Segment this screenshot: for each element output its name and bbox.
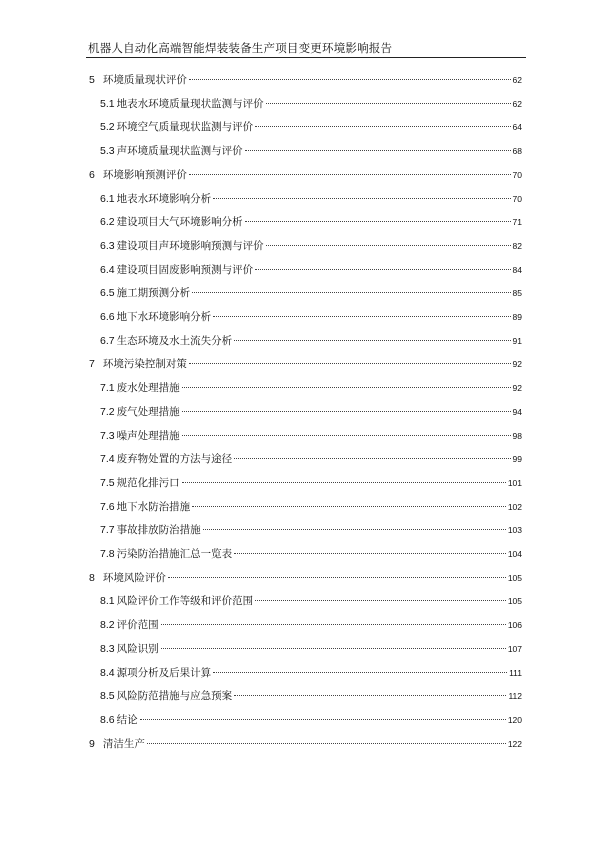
toc-dot-leader — [213, 316, 510, 317]
toc-entry-number: 8 — [89, 571, 95, 584]
toc-entry-title: 环境空气质量现状监测与评价 — [116, 121, 254, 134]
toc-entry-number: 6.2 — [100, 216, 115, 229]
toc-entry-page: 101 — [507, 477, 522, 488]
toc-entry-title: 施工期预测分析 — [116, 287, 191, 300]
toc-dot-leader — [266, 245, 511, 246]
toc-entry-page: 84 — [512, 264, 522, 275]
toc-entry[interactable] — [100, 429, 522, 443]
toc-entry-number: 5.3 — [100, 145, 115, 158]
toc-entry-page: 62 — [512, 98, 522, 109]
toc-dot-leader — [147, 743, 506, 744]
toc-entry-number: 6.6 — [100, 311, 115, 323]
toc-entry[interactable] — [100, 642, 522, 656]
toc-dot-leader — [255, 600, 506, 601]
toc-entry[interactable] — [100, 618, 522, 632]
toc-entry-number: 8.6 — [100, 713, 115, 726]
toc-dot-leader — [234, 458, 510, 459]
toc-entry[interactable] — [100, 263, 522, 277]
toc-entry-title: 风险评价工作等级和评价范围 — [116, 595, 254, 608]
toc-entry-page: 120 — [507, 714, 522, 725]
toc-entry-title: 环境质量现状评价 — [102, 74, 187, 86]
toc-entry-page: 64 — [512, 122, 522, 133]
toc-entry-number: 8.3 — [100, 642, 115, 655]
toc-entry-title: 源项分析及后果计算 — [116, 666, 212, 679]
toc-entry-number: 6.4 — [100, 263, 115, 276]
toc-dot-leader — [245, 150, 511, 151]
toc-entry-number: 7.2 — [100, 405, 115, 418]
toc-entry-number: 8.1 — [100, 595, 115, 608]
toc-entry[interactable] — [100, 192, 522, 206]
toc-entry-title: 废弃物处置的方法与途径 — [116, 453, 233, 466]
toc-entry[interactable] — [100, 286, 522, 300]
toc-entry-number: 5.2 — [100, 121, 115, 134]
toc-entry-title: 评价范围 — [116, 619, 159, 632]
toc-entry-title: 结论 — [116, 713, 138, 726]
toc-entry[interactable] — [100, 689, 522, 703]
toc-entry[interactable] — [100, 452, 522, 466]
toc-dot-leader — [140, 719, 506, 720]
toc-entry[interactable] — [89, 357, 522, 371]
toc-entry-number: 8.5 — [100, 690, 115, 703]
toc-entry-page: 94 — [512, 406, 522, 417]
toc-dot-leader — [266, 103, 511, 104]
toc-entry[interactable] — [100, 500, 522, 514]
toc-entry-title: 生态环境及水土流失分析 — [116, 334, 233, 347]
toc-entry-number: 7.7 — [100, 524, 115, 537]
toc-entry-title: 地下水防治措施 — [116, 500, 191, 513]
toc-entry-title: 环境风险评价 — [102, 571, 166, 584]
toc-entry-page: 105 — [507, 572, 522, 583]
toc-entry-page: 112 — [508, 691, 522, 702]
toc-entry[interactable] — [100, 120, 522, 134]
toc-entry[interactable] — [100, 144, 522, 158]
toc-dot-leader — [255, 126, 510, 127]
toc-entry[interactable] — [89, 73, 522, 87]
toc-entry-number: 9 — [89, 737, 95, 750]
toc-entry[interactable] — [89, 737, 522, 751]
toc-entry-number: 6 — [89, 168, 95, 181]
toc-entry[interactable] — [100, 594, 522, 608]
toc-entry-number: 8.4 — [100, 666, 115, 679]
toc-entry-page: 106 — [507, 620, 522, 631]
toc-entry-title: 建设项目大气环境影响分析 — [116, 216, 243, 229]
toc-entry-page: 70 — [512, 193, 522, 204]
toc-entry-title: 废气处理措施 — [116, 405, 180, 418]
toc-entry-title: 建设项目固废影响预测与评价 — [116, 263, 254, 276]
toc-dot-leader — [203, 529, 506, 530]
toc-entry-number: 6.1 — [100, 192, 115, 205]
toc-dot-leader — [192, 292, 510, 293]
toc-entry-page: 102 — [507, 501, 522, 512]
toc-entry[interactable] — [100, 215, 522, 229]
toc-entry-title: 环境污染控制对策 — [102, 358, 187, 371]
toc-dot-leader — [168, 577, 506, 578]
toc-entry[interactable] — [100, 405, 522, 419]
toc-entry[interactable] — [100, 97, 522, 111]
toc-entry-page: 98 — [512, 430, 522, 441]
toc-dot-leader — [189, 79, 511, 80]
toc-entry[interactable] — [100, 476, 522, 490]
toc-entry-page: 104 — [507, 549, 522, 559]
toc-entry-page: 99 — [512, 454, 522, 465]
toc-dot-leader — [245, 221, 511, 222]
toc-entry-number: 7.3 — [100, 429, 115, 442]
toc-entry-title: 事故排放防治措施 — [116, 524, 201, 537]
toc-entry-page: 71 — [512, 217, 522, 228]
toc-dot-leader — [234, 553, 506, 554]
toc-entry-number: 6.7 — [100, 334, 115, 347]
toc-entry-number: 6.5 — [100, 287, 115, 300]
toc-entry[interactable] — [89, 168, 522, 182]
toc-entry[interactable] — [100, 310, 522, 324]
toc-dot-leader — [234, 340, 510, 341]
toc-dot-leader — [255, 269, 510, 270]
toc-dot-leader — [182, 435, 511, 436]
toc-entry-page: 105 — [507, 596, 522, 607]
toc-entry-title: 废水处理措施 — [116, 382, 180, 395]
toc-entry-number: 7.5 — [100, 476, 115, 489]
toc-entry-title: 建设项目声环境影响预测与评价 — [116, 239, 264, 252]
page-header: 机器人自动化高端智能焊装装备生产项目变更环境影响报告 — [88, 41, 393, 55]
toc-entry-title: 地表水环境质量现状监测与评价 — [116, 97, 264, 110]
toc-dot-leader — [189, 363, 511, 364]
toc-dot-leader — [182, 411, 511, 412]
toc-entry[interactable] — [89, 571, 522, 585]
toc-entry-page: 70 — [512, 169, 522, 180]
toc-dot-leader — [213, 672, 507, 673]
toc-entry-title: 环境影响预测评价 — [102, 168, 187, 181]
toc-entry-page: 68 — [512, 146, 522, 157]
toc-entry[interactable] — [100, 547, 522, 561]
toc-entry-page: 62 — [512, 75, 522, 85]
header-rule — [86, 57, 526, 58]
toc-dot-leader — [234, 695, 506, 696]
toc-entry-page: 82 — [512, 240, 522, 251]
toc-entry[interactable] — [100, 713, 522, 727]
toc-entry[interactable] — [100, 666, 522, 680]
toc-entry-page: 122 — [507, 738, 522, 749]
toc-entry-page: 89 — [512, 312, 522, 322]
toc-dot-leader — [182, 482, 506, 483]
toc-entry-number: 6.3 — [100, 239, 115, 252]
toc-entry-number: 7.4 — [100, 453, 115, 466]
toc-dot-leader — [161, 648, 506, 649]
toc-entry-page: 111 — [509, 667, 522, 678]
toc-dot-leader — [192, 506, 506, 507]
toc-entry-title: 地下水环境影响分析 — [116, 311, 212, 323]
toc-entry-page: 85 — [512, 288, 522, 299]
toc-entry-title: 风险防范措施与应急预案 — [116, 690, 233, 703]
toc-entry-number: 7.8 — [100, 548, 115, 560]
toc-entry-page: 107 — [507, 643, 522, 654]
toc-entry-title: 地表水环境影响分析 — [116, 192, 212, 205]
toc-entry[interactable] — [100, 523, 522, 537]
toc-entry-title: 风险识别 — [116, 642, 159, 655]
toc-entry-number: 7.1 — [100, 382, 115, 395]
toc-entry[interactable] — [100, 334, 522, 348]
toc-entry-page: 92 — [512, 383, 522, 394]
toc-entry-page: 91 — [512, 335, 522, 346]
toc-entry[interactable] — [100, 239, 522, 253]
toc-entry-number: 8.2 — [100, 619, 115, 632]
toc-entry-number: 7.6 — [100, 500, 115, 513]
toc-entry-number: 5 — [89, 74, 95, 86]
toc-entry-title: 污染防治措施汇总一览表 — [116, 548, 233, 560]
toc-entry[interactable] — [100, 381, 522, 395]
toc-entry-number: 5.1 — [100, 97, 115, 110]
toc-entry-title: 清洁生产 — [102, 737, 145, 750]
toc-entry-page: 92 — [512, 359, 522, 370]
toc-entry-title: 规范化排污口 — [116, 476, 180, 489]
toc-entry-title: 噪声处理措施 — [116, 429, 180, 442]
toc-dot-leader — [161, 624, 506, 625]
toc-dot-leader — [189, 174, 511, 175]
toc-entry-title: 声环境质量现状监测与评价 — [116, 145, 243, 158]
toc-dot-leader — [182, 387, 511, 388]
toc-entry-number: 7 — [89, 358, 95, 371]
toc-entry-page: 103 — [507, 525, 522, 536]
toc-dot-leader — [213, 198, 510, 199]
